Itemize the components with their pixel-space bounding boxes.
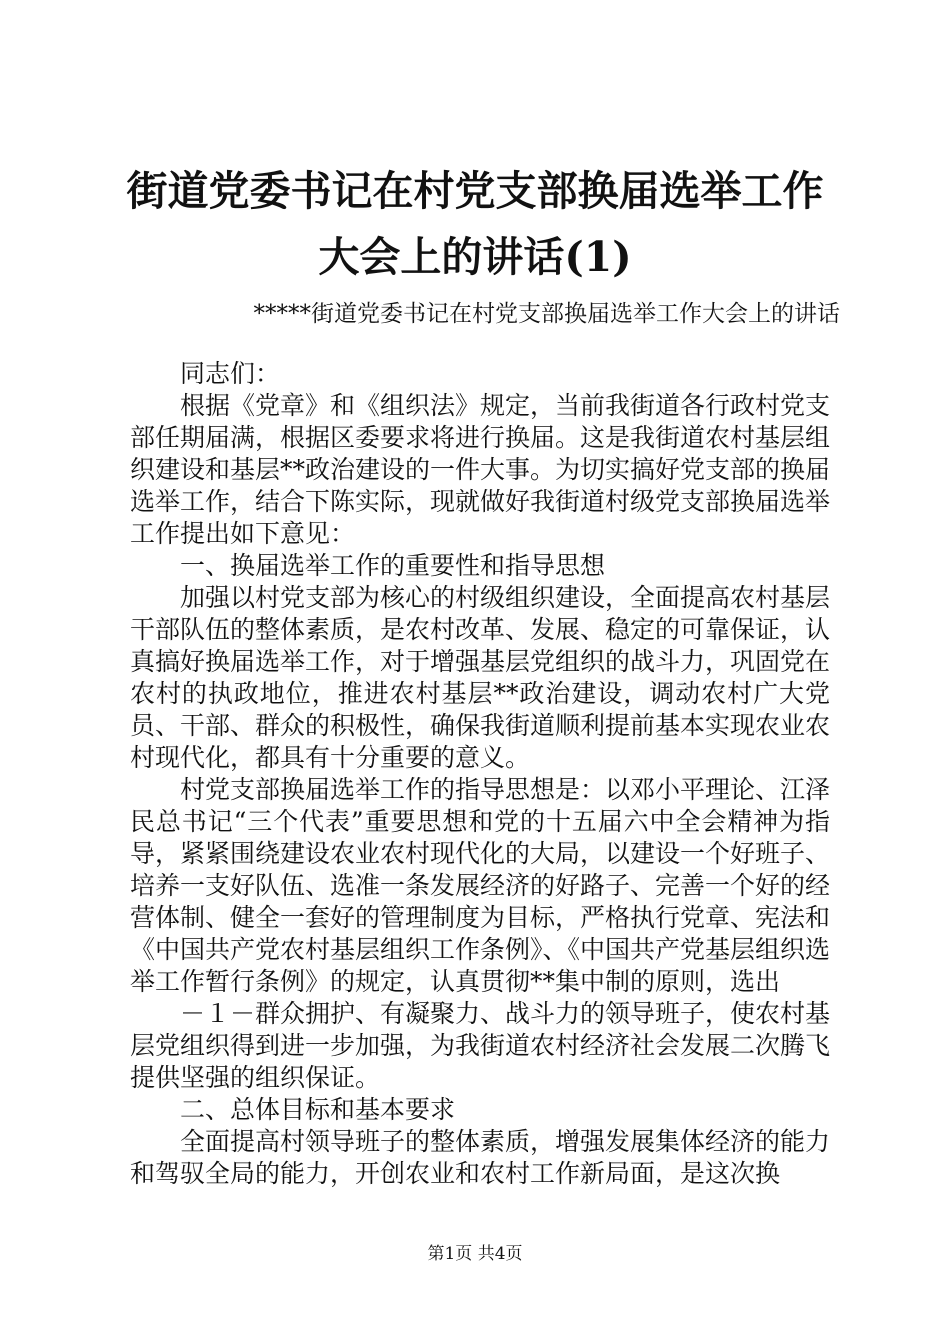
paragraph-continuation: －１－群众拥护、有凝聚力、战斗力的领导班子，使农村基层党组织得到进一步加强，为我街道农村经济社会发展二次腾飞提供坚强的组织保证。 bbox=[130, 999, 831, 1092]
paragraph-guiding-thought: 村党支部换届选举工作的指导思想是：以邓小平理论、江泽民总书记“三个代表”重要思想和党的十五届六中全会精神为指导，紧紧围绕建设农业农村现代化的大局，以建设一个好班子、培养一支好队伍、选准一条发展经济的好路子、完善一个好的经营体制、健全一套好的管理制度为目标，严格执行党章、宪法和《中国共产党农村基层组织工作条例》、《中国共产党基层组织选举工作暂行条例》的规定，认真贯彻**集中制的原则，选出 bbox=[130, 775, 831, 996]
document-subtitle: *****街道党委书记在村党支部换届选举工作大会上的讲话 bbox=[253, 301, 840, 327]
page-number-footer: 第1页 共4页 bbox=[427, 1244, 523, 1264]
paragraph-intro: 根据《党章》和《组织法》规定，当前我街道各行政村党支部任期届满，根据区委要求将进行换届。这是我街道农村基层组织建设和基层**政治建设的一件大事。为切实搞好党支部的换届选举工作，结合下陈实际，现就做好我街道村级党支部换届选举工作提出如下意见： bbox=[130, 391, 831, 548]
salutation: 同志们： bbox=[180, 359, 281, 388]
document-body bbox=[130, 358, 830, 1190]
paragraph-overall-goal: 全面提高村领导班子的整体素质，增强发展集体经济的能力和驾驭全局的能力，开创农业和农村工作新局面，是这次换 bbox=[130, 1127, 831, 1188]
document-title: 街道党委书记在村党支部换届选举工作大会上的讲话(1) bbox=[126, 167, 824, 281]
section-heading-1: 一、换届选举工作的重要性和指导思想 bbox=[180, 551, 606, 580]
section-heading-2: 二、总体目标和基本要求 bbox=[180, 1095, 456, 1124]
paragraph-importance: 加强以村党支部为核心的村级组织建设，全面提高农村基层干部队伍的整体素质，是农村改革、发展、稳定的可靠保证，认真搞好换届选举工作，对于增强基层党组织的战斗力，巩固党在农村的执政地位，推进农村基层**政治建设，调动农村广大党员、干部、群众的积极性，确保我街道顺利提前基本实现农业农村现代化，都具有十分重要的意义。 bbox=[130, 583, 831, 772]
